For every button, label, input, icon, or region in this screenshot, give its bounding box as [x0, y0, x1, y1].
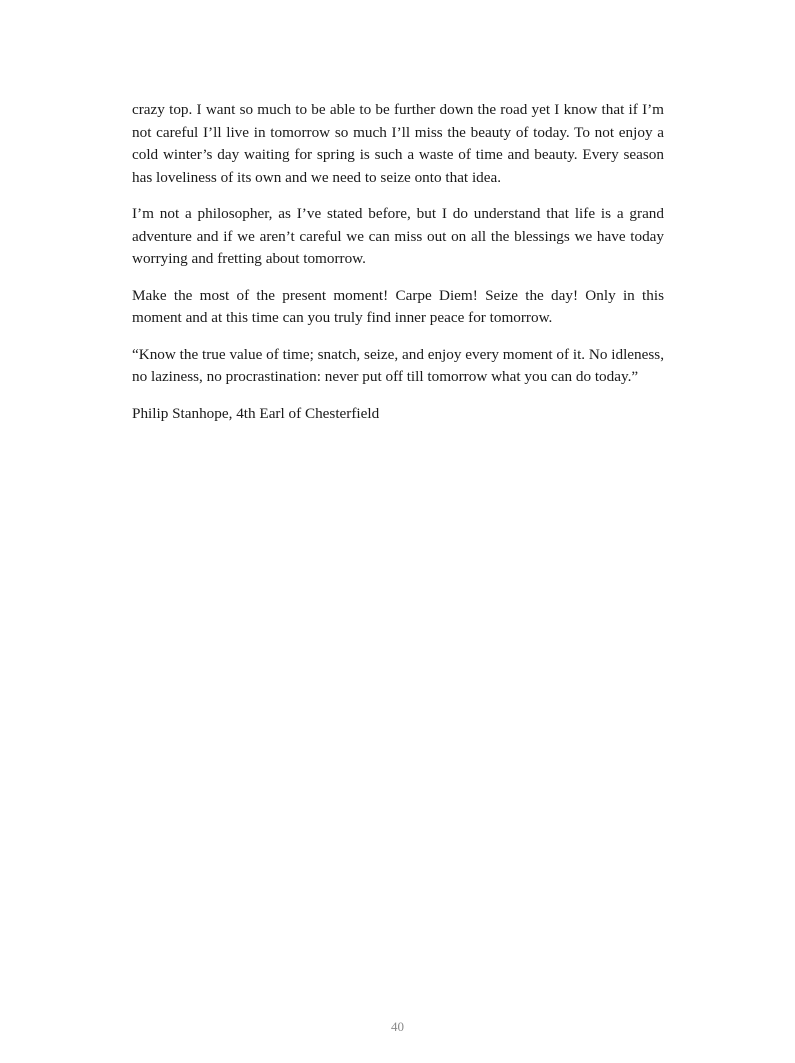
paragraph-winter-beauty: crazy top. I want so much to be able to be further down the road yet I know that if I’m not careful I’ll live in tomorrow so much I’ll miss the beauty of today. To not enjoy a cold winter’s day waiting for spring is such a waste of time and beauty. Every season has loveliness of its own and we need to seize onto that idea.	[132, 101, 664, 186]
quote-value-of-time: “Know the true value of time; snatch, seize, and enjoy every moment of it. No idleness, no laziness, no procrastination: never put off till tomorrow what you can do today.”	[132, 345, 664, 385]
page-number: 40	[391, 1019, 404, 1034]
quote-attribution: Philip Stanhope, 4th Earl of Chesterfield	[132, 404, 380, 422]
paragraph-grand-adventure: I’m not a philosopher, as I’ve stated before, but I do understand that life is a grand adventure and if we aren’t careful we can miss out on all the blessings we have today worrying and fretting about tomorrow.	[132, 205, 664, 267]
body-text	[132, 99, 664, 439]
paragraph-carpe-diem: Make the most of the present moment! Carpe Diem! Seize the day! Only in this moment and at this time can you truly find inner peace for tomorrow.	[132, 286, 664, 326]
